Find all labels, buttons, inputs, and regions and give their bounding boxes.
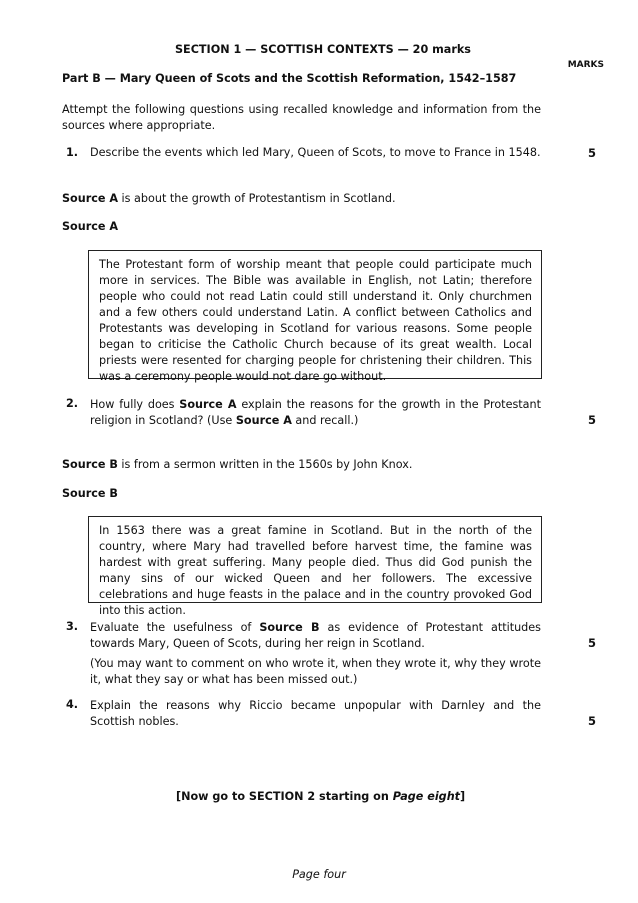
question-3-marks: 5	[587, 636, 596, 650]
question-4-number: 4.	[66, 698, 79, 711]
source-b-intro-rest: is from a sermon written in the 1560s by John Knox.	[117, 458, 413, 471]
source-b-intro	[62, 458, 412, 471]
question-2-marks: 5	[587, 413, 596, 427]
source-b-text: In 1563 there was a great famine in Scotland. But in the north of the country, where Mary had travelled before harvest time, the famine was hardest with great suffering. Many people died. Thus did God punish the many sins of our wicked Queen and her followers. The excessive celebrations and huge feasts in the palace and in the country provoked God into this action.	[99, 524, 532, 617]
question-4-marks: 5	[587, 714, 596, 728]
marks-header: MARKS	[567, 60, 604, 70]
source-b-intro-bold: Source B	[62, 458, 118, 471]
section-title: SECTION 1 — SCOTTISH CONTEXTS — 20 marks	[175, 43, 471, 56]
question-2-text: How fully does Source A explain the reasons for the growth in the Protestant religion in Scotland? (Use Source A and recall.)	[90, 398, 542, 427]
source-a-intro	[62, 192, 396, 205]
source-a-box	[88, 250, 542, 383]
part-title: Part B — Mary Queen of Scots and the Scottish Reformation, 1542–1587	[62, 72, 517, 85]
question-3-text: Evaluate the usefulness of Source B as evidence of Protestant attitudes towards Mary, Queen of Scots, during her reign in Scotland.	[90, 621, 541, 650]
question-1-text: Describe the events which led Mary, Queen of Scots, to move to France in 1548.	[90, 146, 541, 159]
question-1-number: 1.	[66, 146, 79, 159]
question-3-note: (You may want to comment on who wrote it, when they wrote it, why they wrote it, what they say or what has been missed out.)	[90, 657, 541, 686]
question-2-number: 2.	[66, 397, 79, 410]
question-1-marks: 5	[587, 146, 596, 160]
source-a-label: Source A	[62, 220, 118, 233]
instructions: Attempt the following questions using recalled knowledge and information from the sources where appropriate.	[62, 103, 541, 132]
go-to-section-2: [Now go to SECTION 2 starting on Page eight]	[176, 790, 466, 803]
question-4-text: Explain the reasons why Riccio became unpopular with Darnley and the Scottish nobles.	[90, 699, 541, 728]
source-b-label: Source B	[62, 487, 118, 500]
question-3-number: 3.	[66, 620, 79, 633]
page-footer: Page four	[292, 868, 346, 881]
source-a-intro-bold: Source A	[62, 192, 118, 205]
source-a-text: The Protestant form of worship meant that people could participate much more in services. The Bible was available in English, not Latin; therefore people who could not read Latin could still understand it. Only churchmen and a few others could understand Latin. A conflict between Catholics and Protestants was developing in Scotland for various reasons. Some people began to criticise the Catholic Church because of its great wealth. Local priests were resented for charging people for christening their children. This was a ceremony people would not dare go without.	[99, 258, 532, 383]
source-b-box	[88, 516, 542, 617]
source-a-intro-rest: is about the growth of Protestantism in Scotland.	[118, 192, 396, 205]
